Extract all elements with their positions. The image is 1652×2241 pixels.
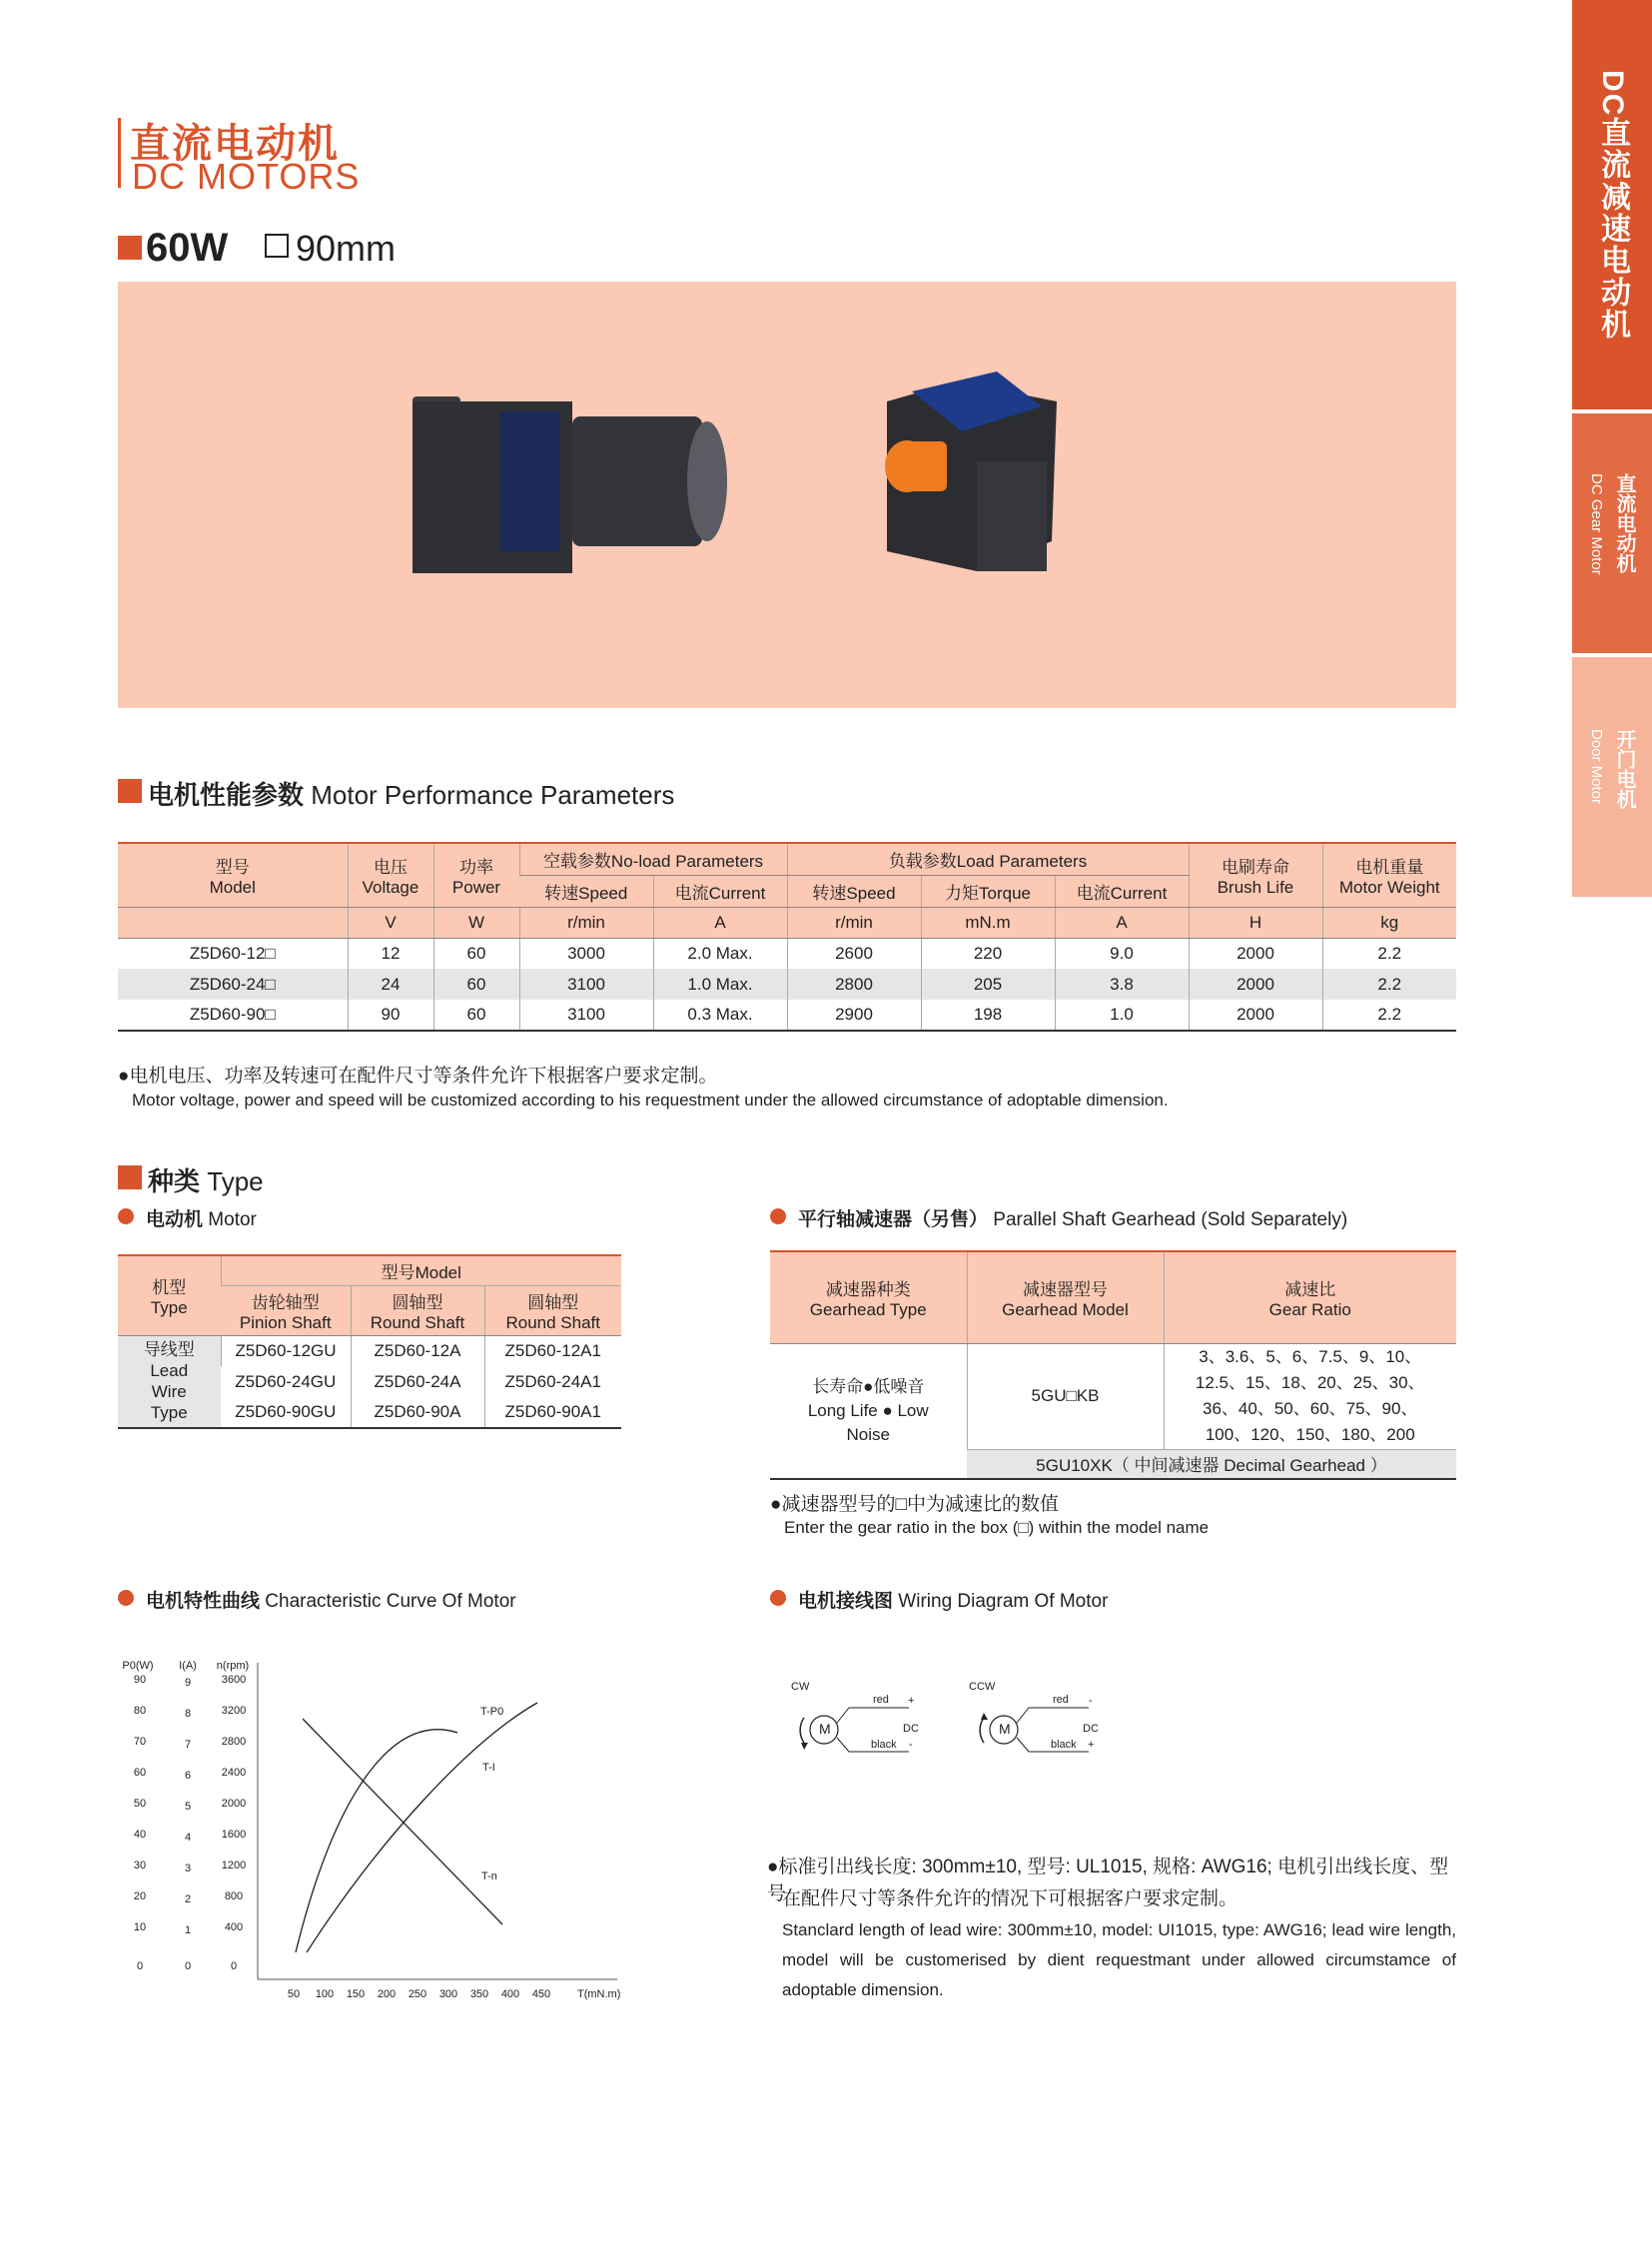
tick-label-i: 4 <box>184 1832 192 1844</box>
tick-label-p0: 40 <box>133 1829 147 1841</box>
section-square-icon <box>118 1165 142 1189</box>
gearhead-subheading: 平行轴减速器（另售） Parallel Shaft Gearhead (Sold Separately) <box>798 1209 1348 1230</box>
axis-title-n: n(rpm) <box>216 1660 250 1672</box>
th-voltage: 电压 Voltage <box>348 843 433 907</box>
tick-label-i: 8 <box>184 1708 192 1720</box>
label-t-p0: T-P0 <box>480 1706 504 1718</box>
th-noload-speed: 转速Speed <box>519 875 653 907</box>
performance-note-cn: ●电机电压、功率及转速可在配件尺寸等条件允许下根据客户要求定制。 <box>118 1066 718 1087</box>
gearhead-table <box>770 1250 1456 1480</box>
unit-cell: V <box>348 907 433 938</box>
motor-side-view-icon <box>413 396 727 573</box>
unit-cell: mN.m <box>921 907 1055 938</box>
tick-label-x: 200 <box>377 1988 397 2000</box>
spec-size: 90mm <box>296 228 397 269</box>
performance-table <box>118 842 1456 1032</box>
tick-label-n: 2800 <box>221 1736 247 1748</box>
decimal-gearhead-cell: 5GU10XK（ 中间减速器 Decimal Gearhead ） <box>967 1449 1456 1479</box>
unit-cell: r/min <box>787 907 921 938</box>
curve-t-n <box>303 1719 502 1924</box>
tick-label-p0: 30 <box>133 1860 147 1871</box>
type-heading <box>148 1161 264 1198</box>
tick-label-i: 6 <box>184 1770 192 1782</box>
units-row <box>118 907 1456 938</box>
svg-text:+: + <box>1088 1739 1095 1751</box>
tick-label-n: 1200 <box>221 1860 247 1871</box>
spec-power: 60W <box>146 226 229 270</box>
tick-label-n: 3200 <box>221 1705 247 1717</box>
title-bar <box>118 118 121 188</box>
th-model: 型号 Model <box>118 843 348 907</box>
th-round: 圆轴型 Round Shaft <box>351 1285 484 1335</box>
type-heading-en: Type <box>207 1166 264 1196</box>
side-tab-label-en: DC Gear Motor <box>1588 473 1605 575</box>
side-tab-label-en: Door Motor <box>1588 729 1605 805</box>
axis-title-p0: P0(W) <box>122 1660 154 1672</box>
motor-front-view-icon <box>885 372 1057 571</box>
tick-label-x: 450 <box>531 1988 551 2000</box>
curve-t-i <box>307 1703 537 1952</box>
tick-label-x: 100 <box>315 1988 335 2000</box>
tick-label-x: 50 <box>287 1988 301 2000</box>
curve-t-p0 <box>296 1730 457 1952</box>
axis-title-i: I(A) <box>179 1660 197 1672</box>
bullet-dot-icon <box>118 1208 134 1224</box>
gear-ratio-cell: 3、3.6、5、6、7.5、9、10、 12.5、15、18、20、25、30、 36、40、50、60、75、90、 100、120、150、180、200 <box>1164 1343 1456 1449</box>
bullet-dot-icon <box>118 1590 134 1606</box>
label-t-n: T-n <box>481 1870 497 1882</box>
th-pinion: 齿轮轴型 Pinion Shaft <box>221 1285 351 1335</box>
tick-label-i: 9 <box>184 1677 192 1689</box>
product-photo <box>118 282 1456 708</box>
tick-label-n: 2400 <box>221 1767 247 1779</box>
performance-heading-cn: 电机性能参数 <box>148 780 305 810</box>
th-load-torque: 力矩Torque <box>921 875 1055 907</box>
gearhead-note-en: Enter the gear ratio in the box (□) within the model name <box>784 1518 1210 1537</box>
unit-cell: r/min <box>519 907 653 938</box>
wiring-diagram <box>779 1668 1139 1768</box>
cw-label: CW <box>791 1681 810 1693</box>
tick-label-n: 3600 <box>221 1674 247 1686</box>
tick-label-x: 250 <box>408 1988 427 2000</box>
tick-label-n: 400 <box>224 1921 244 1933</box>
tick-label-n: 2000 <box>221 1798 247 1810</box>
tick-label-i: 1 <box>184 1924 192 1936</box>
table-row: Z5D60-90□ 90 60 3100 0.3 Max. 2900 198 1.0 2000 2.2 <box>118 1000 1456 1031</box>
rotation-arrow-icon <box>980 1718 984 1743</box>
svg-text:+: + <box>908 1695 915 1707</box>
tick-label-i: 3 <box>184 1863 192 1874</box>
table-row: Z5D60-12□ 12 60 3000 2.0 Max. 2600 220 9.0 2000 2.2 <box>118 938 1456 969</box>
gear-type-cell: 长寿命●低噪音 Long Life ● Low Noise <box>807 1376 929 1444</box>
performance-heading <box>148 775 674 812</box>
curve-subheading: 电机特性曲线 Characteristic Curve Of Motor <box>146 1591 516 1612</box>
unit-cell: A <box>653 907 787 938</box>
svg-text:red: red <box>873 1694 889 1706</box>
tick-label-p0: 0 <box>136 1960 144 1972</box>
bullet-dot-icon <box>770 1208 786 1224</box>
unit-cell: kg <box>1322 907 1456 938</box>
th-round-2: 圆轴型 Round Shaft <box>484 1285 621 1335</box>
th-model: 型号Model <box>221 1255 621 1285</box>
side-tab-dc-gear[interactable] <box>1572 0 1652 409</box>
svg-text:red: red <box>1053 1694 1069 1706</box>
characteristic-curve-chart <box>118 1653 637 2012</box>
tick-label-p0: 10 <box>133 1921 147 1933</box>
svg-text:DC: DC <box>903 1723 919 1735</box>
wiring-note-cn-2: 在配件尺寸等条件允许的情况下可根据客户要求定制。 <box>782 1888 1239 1909</box>
tick-label-p0: 90 <box>133 1674 147 1686</box>
th-gear-type: 减速器种类 Gearhead Type <box>770 1251 967 1343</box>
performance-note-en: Motor voltage, power and speed will be customized according to his requestment under the allowed circumstance of adoptable dimension. <box>132 1091 1169 1110</box>
page-title-en: DC MOTORS <box>132 156 361 197</box>
side-tab-label-cn: 直流电动机 <box>1613 473 1635 573</box>
label-t-i: T-I <box>482 1762 495 1774</box>
tick-label-n: 800 <box>224 1890 244 1902</box>
side-tab-label: DC直流减速电动机 <box>1596 70 1629 342</box>
ccw-label: CCW <box>969 1681 996 1693</box>
th-weight: 电机重量 Motor Weight <box>1322 843 1456 907</box>
gearhead-note-cn: ●减速器型号的□中为减速比的数值 <box>770 1494 1059 1515</box>
table-row: 导线型 Lead Wire Type Z5D60-12GU Z5D60-12A Z5D60-12A1 <box>118 1335 621 1366</box>
svg-text:M: M <box>999 1721 1011 1737</box>
wiring-note-cn-1: ●标准引出线长度: 300mm±10, 型号: UL1015, 规格: AWG16; 电机引出线长度、型号 <box>767 1857 1449 1904</box>
table-row <box>770 1343 1456 1449</box>
performance-heading-en: Motor Performance Parameters <box>311 780 675 810</box>
th-gear-model: 减速器型号 Gearhead Model <box>967 1251 1164 1343</box>
tick-label-i: 2 <box>184 1893 192 1905</box>
th-load: 负载参数Load Parameters <box>787 843 1189 875</box>
rotation-arrow-icon <box>800 1718 804 1743</box>
th-load-current: 电流Current <box>1055 875 1189 907</box>
tick-label-x: 300 <box>438 1988 458 2000</box>
th-frame: 机型 Type <box>118 1255 221 1335</box>
th-noload-current: 电流Current <box>653 875 787 907</box>
tick-label-x: 150 <box>346 1988 366 2000</box>
unit-cell: H <box>1189 907 1322 938</box>
section-square-icon <box>118 779 142 803</box>
side-tab-dc-motor[interactable] <box>1572 413 1652 653</box>
motor-type-table <box>118 1254 621 1429</box>
table-row: Z5D60-90GU Z5D60-90A Z5D60-90A1 <box>118 1397 621 1428</box>
motor-subheading: 电动机 Motor <box>146 1209 257 1230</box>
wiring-subheading: 电机接线图 Wiring Diagram Of Motor <box>798 1591 1109 1612</box>
tick-label-p0: 20 <box>133 1890 147 1902</box>
svg-text:black: black <box>871 1739 897 1751</box>
svg-text:black: black <box>1051 1739 1077 1751</box>
tick-label-n: 0 <box>230 1960 238 1972</box>
spec-box-icon <box>265 234 289 258</box>
tick-label-p0: 50 <box>133 1798 147 1810</box>
lead-wire-label: 导线型 Lead Wire Type <box>118 1335 221 1428</box>
svg-text:M: M <box>819 1721 831 1737</box>
table-row: Z5D60-24□ 24 60 3100 1.0 Max. 2800 205 3.8 2000 2.2 <box>118 969 1456 1000</box>
side-tab-door-motor[interactable] <box>1572 657 1652 897</box>
spec-square-icon <box>118 236 142 260</box>
tick-label-i: 7 <box>184 1739 192 1751</box>
unit-cell: A <box>1055 907 1189 938</box>
tick-label-x: 400 <box>500 1988 520 2000</box>
tick-label-i: 0 <box>184 1960 192 1972</box>
x-axis-unit: T(mN.m) <box>577 1988 621 2000</box>
tick-label-x: 350 <box>469 1988 489 2000</box>
bullet-dot-icon <box>770 1590 786 1606</box>
tick-label-n: 1600 <box>221 1829 247 1841</box>
tick-label-p0: 80 <box>133 1705 147 1717</box>
type-heading-cn: 种类 <box>148 1166 201 1196</box>
wiring-cw <box>791 1681 919 1752</box>
page-title-cn: 直流电动机 <box>130 122 340 166</box>
svg-text:-: - <box>909 1739 913 1751</box>
th-noload: 空载参数No-load Parameters <box>519 843 787 875</box>
tick-label-i: 5 <box>184 1801 192 1813</box>
th-load-speed: 转速Speed <box>787 875 921 907</box>
wiring-ccw <box>969 1681 1099 1752</box>
th-brush: 电刷寿命 Brush Life <box>1189 843 1322 907</box>
unit-cell: W <box>433 907 519 938</box>
wiring-note-en: Stanclard length of lead wire: 300mm±10, model: UI1015, type: AWG16; lead wire length, model will be customerised by dient requestmant under allowed circumstamce of adoptable dimension. <box>782 1920 1456 1999</box>
side-tab-label-cn: 开门电机 <box>1613 729 1635 809</box>
tick-label-p0: 60 <box>133 1767 147 1779</box>
tick-label-p0: 70 <box>133 1736 147 1748</box>
gear-model-cell: 5GU□KB <box>967 1343 1164 1449</box>
motor-illustration <box>118 282 1456 708</box>
table-row: Z5D60-24GU Z5D60-24A Z5D60-24A1 <box>118 1366 621 1397</box>
th-power: 功率 Power <box>433 843 519 907</box>
svg-text:-: - <box>1089 1695 1093 1707</box>
th-gear-ratio: 减速比 Gear Ratio <box>1164 1251 1456 1343</box>
svg-text:DC: DC <box>1083 1723 1099 1735</box>
